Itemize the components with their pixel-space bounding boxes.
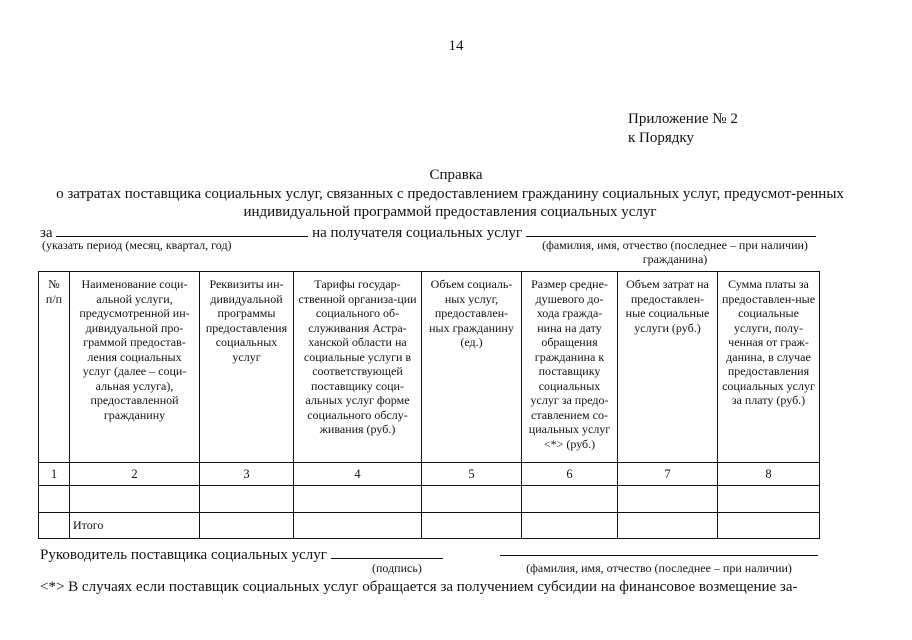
column-number-cell: 1 [39, 463, 70, 486]
table-row [39, 486, 820, 513]
recipient-fio-hint: (фамилия, имя, отчество (последнее – при наличии) гражданина) [542, 238, 808, 266]
empty-cell[interactable] [718, 513, 820, 539]
header-cell-cost-volume: Объем затрат на предоставлен-ные социальные услуги (руб.) [618, 272, 718, 463]
signature-blank-line[interactable] [331, 544, 443, 559]
table-header-row [39, 272, 820, 463]
empty-cell[interactable] [39, 513, 70, 539]
header-cell-service-name: Наименование соци-альной услуги, предусмотренной ин-дивидуальной про-граммой предостав-ления социальных услуг (далее – соци-альная услуга), предоставленной гражданину [70, 272, 200, 463]
header-cell-tariffs: Тарифы государ-ственной организа-ции социального об-служивания Астра-ханской области на социальные услуги в соответствующей поставщику соци-альных услуг форме социального обслу-живания (руб.) [294, 272, 422, 463]
empty-cell[interactable] [718, 486, 820, 513]
appendix-block [628, 110, 738, 148]
empty-cell[interactable] [422, 513, 522, 539]
period-blank-line[interactable] [56, 222, 308, 237]
empty-cell[interactable] [618, 486, 718, 513]
document-title: Справка [429, 167, 483, 183]
column-number-cell: 3 [200, 463, 294, 486]
appendix-line-1: Приложение № 2 [628, 111, 738, 127]
total-row [39, 513, 820, 539]
signature-label: Руководитель поставщика социальных услуг [40, 547, 327, 563]
empty-cell[interactable] [522, 513, 618, 539]
header-cell-program-details: Реквизиты ин-дивидуальной программы предоставления социальных услуг [200, 272, 294, 463]
period-middle-text: на получателя социальных услуг [312, 225, 522, 241]
column-number-row [39, 463, 820, 486]
manager-fio-hint: (фамилия, имя, отчество (последнее – при наличии) [526, 561, 792, 575]
column-number-cell: 6 [522, 463, 618, 486]
column-number-cell: 8 [718, 463, 820, 486]
document-subtitle: о затратах поставщика социальных услуг, связанных с предоставлением гражданину социальных услуг, предусмот-ренных индивидуальной программой предоставления социальных услуг [56, 186, 844, 220]
appendix-line-2: к Порядку [628, 130, 694, 146]
total-label: Итого [70, 513, 200, 539]
empty-cell[interactable] [70, 486, 200, 513]
header-cell-number: № п/п [39, 272, 70, 463]
costs-table [38, 271, 820, 539]
header-cell-payment-sum: Сумма платы за предоставлен-ные социальные услуги, полу-ченная от граж-данина, в случае предоставления социальных услуг за плату (руб.) [718, 272, 820, 463]
empty-cell[interactable] [200, 513, 294, 539]
column-number-cell: 5 [422, 463, 522, 486]
recipient-blank-line[interactable] [526, 222, 816, 237]
manager-fio-blank-line[interactable] [500, 555, 818, 556]
period-prefix: за [40, 225, 53, 241]
footnote: <*> В случаях если поставщик социальных услуг обращается за получением субсидии на финансовое возмещение за- [40, 579, 798, 595]
header-cell-average-income: Размер средне-душевого до-хода гражда-нина на дату обращения гражданина к поставщику социальных услуг за предо-ставлением со-циальных услуг <*> (руб.) [522, 272, 618, 463]
empty-cell[interactable] [618, 513, 718, 539]
column-number-cell: 2 [70, 463, 200, 486]
empty-cell[interactable] [294, 513, 422, 539]
page-number: 14 [448, 38, 464, 54]
signature-hint: (подпись) [372, 561, 422, 575]
empty-cell[interactable] [522, 486, 618, 513]
column-number-cell: 7 [618, 463, 718, 486]
empty-cell[interactable] [422, 486, 522, 513]
empty-cell[interactable] [39, 486, 70, 513]
empty-cell[interactable] [200, 486, 294, 513]
column-number-cell: 4 [294, 463, 422, 486]
empty-cell[interactable] [294, 486, 422, 513]
header-cell-service-volume: Объем социаль-ных услуг, предоставлен-ных гражданину (ед.) [422, 272, 522, 463]
period-hint: (указать период (месяц, квартал, год) [42, 238, 232, 252]
